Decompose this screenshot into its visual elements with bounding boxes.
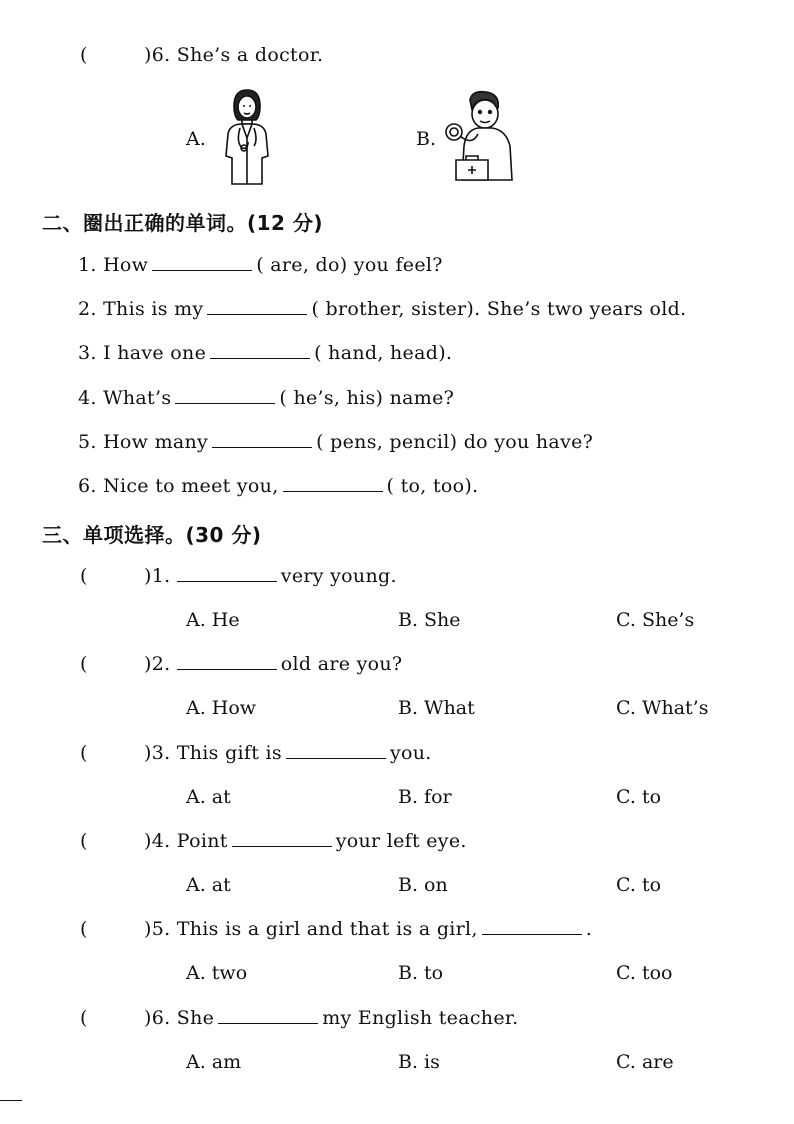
fill-blank[interactable] — [218, 1007, 318, 1024]
page-corner-mark — [0, 1100, 22, 1101]
section-2-item-3: 3. I have one ( hand, head). — [78, 342, 453, 364]
mc-4-option-b[interactable]: B. on — [398, 874, 448, 896]
answer-paren[interactable]: ( — [80, 742, 88, 764]
fill-blank[interactable] — [212, 431, 312, 448]
fill-blank[interactable] — [175, 387, 275, 404]
mc-2-option-a[interactable]: A. How — [186, 697, 257, 719]
mc-6-option-b[interactable]: B. is — [398, 1051, 440, 1073]
fill-blank[interactable] — [286, 742, 386, 759]
fill-blank[interactable] — [283, 475, 383, 492]
mc-5-option-b[interactable]: B. to — [398, 962, 444, 984]
fill-blank[interactable] — [232, 830, 332, 847]
fill-blank[interactable] — [210, 342, 310, 359]
mc-5-option-c[interactable]: C. too — [616, 962, 673, 984]
mc-2-option-b[interactable]: B. What — [398, 697, 475, 719]
option-b-label: B. — [416, 128, 437, 150]
mc-3-option-c[interactable]: C. to — [616, 786, 662, 808]
section-3-title: 三、单项选择。(30 分) — [42, 523, 262, 547]
section-2-item-2: 2. This is my ( brother, sister). She’s two years old. — [78, 298, 687, 320]
section-2-item-4: 4. What’s ( he’s, his) name? — [78, 387, 455, 409]
section-2-item-5: 5. How many ( pens, pencil) do you have? — [78, 431, 594, 453]
option-a-label: A. — [186, 128, 206, 150]
section-2-title: 二、圈出正确的单词。(12 分) — [42, 211, 324, 235]
answer-paren[interactable]: ( — [80, 44, 88, 66]
mc-6-option-a[interactable]: A. am — [186, 1051, 242, 1073]
mc-1-option-a[interactable]: A. He — [186, 609, 240, 631]
female-doctor-picture — [212, 86, 282, 186]
mc-3-option-b[interactable]: B. for — [398, 786, 452, 808]
mc-6-option-c[interactable]: C. are — [616, 1051, 674, 1073]
mc-1-option-b[interactable]: B. She — [398, 609, 461, 631]
mc-2-option-c[interactable]: C. What’s — [616, 697, 709, 719]
section-2-item-1: 1. How ( are, do) you feel? — [78, 254, 443, 276]
fill-blank[interactable] — [152, 254, 252, 271]
fill-blank[interactable] — [177, 653, 277, 670]
answer-paren[interactable]: ( — [80, 918, 88, 940]
fill-blank[interactable] — [482, 918, 582, 935]
mc-1-option-c[interactable]: C. She’s — [616, 609, 695, 631]
mc-5-option-a[interactable]: A. two — [186, 962, 248, 984]
mc-3-option-a[interactable]: A. at — [186, 786, 231, 808]
fill-blank[interactable] — [207, 298, 307, 315]
male-doctor-picture — [442, 90, 522, 184]
answer-paren[interactable]: ( — [80, 830, 88, 852]
fill-blank[interactable] — [177, 565, 277, 582]
mc-4-option-c[interactable]: C. to — [616, 874, 662, 896]
question-text: )6. She’s a doctor. — [144, 44, 324, 66]
mc-4-option-a[interactable]: A. at — [186, 874, 231, 896]
answer-paren[interactable]: ( — [80, 653, 88, 675]
section-2-item-6: 6. Nice to meet you, ( to, too). — [78, 475, 479, 497]
answer-paren[interactable]: ( — [80, 1007, 88, 1029]
answer-paren[interactable]: ( — [80, 565, 88, 587]
